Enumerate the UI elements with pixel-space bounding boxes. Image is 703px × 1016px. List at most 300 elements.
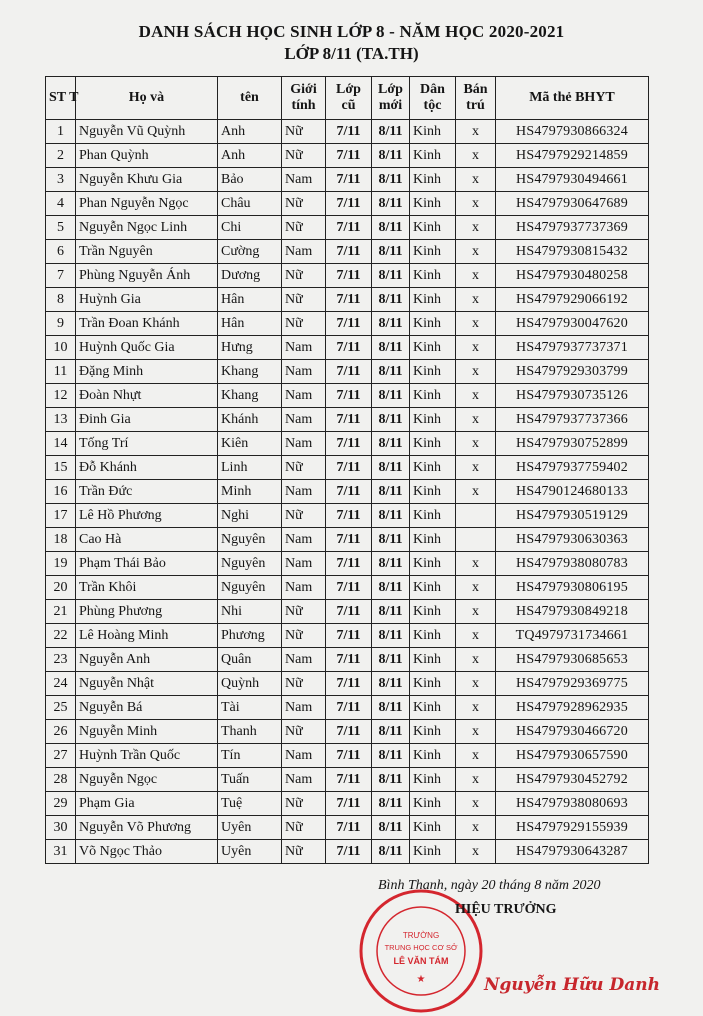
- cell-gioi-tinh: Nữ: [282, 456, 326, 480]
- table-row: [46, 360, 649, 384]
- cell-lop-moi: 8/11: [372, 528, 410, 552]
- cell-stt: 23: [46, 648, 76, 672]
- cell-lop-cu: 7/11: [326, 240, 372, 264]
- cell-dan-toc: Kinh: [410, 408, 456, 432]
- cell-gioi-tinh: Nam: [282, 336, 326, 360]
- cell-lop-cu: 7/11: [326, 528, 372, 552]
- cell-ten: Nguyên: [218, 552, 282, 576]
- cell-ban-tru: x: [456, 312, 496, 336]
- cell-lop-cu: 7/11: [326, 720, 372, 744]
- cell-ban-tru: x: [456, 576, 496, 600]
- table-row: [46, 768, 649, 792]
- cell-dan-toc: Kinh: [410, 480, 456, 504]
- date-line: Bình Thạnh, ngày 20 tháng 8 năm 2020: [378, 878, 601, 893]
- cell-lop-moi: 8/11: [372, 600, 410, 624]
- cell-dan-toc: Kinh: [410, 432, 456, 456]
- cell-ma-the-bhyt: HS4797930519129: [496, 504, 649, 528]
- cell-dan-toc: Kinh: [410, 840, 456, 864]
- cell-lop-cu: 7/11: [326, 312, 372, 336]
- cell-lop-cu: 7/11: [326, 792, 372, 816]
- cell-ban-tru: x: [456, 336, 496, 360]
- cell-gioi-tinh: Nam: [282, 432, 326, 456]
- class-subtitle: LỚP 8/11 (TA.TH): [284, 44, 419, 63]
- cell-dan-toc: Kinh: [410, 552, 456, 576]
- cell-lop-moi: 8/11: [372, 432, 410, 456]
- cell-ten: Khánh: [218, 408, 282, 432]
- cell-ma-the-bhyt: TQ4979731734661: [496, 624, 649, 648]
- stamp-star-icon: ★: [416, 974, 426, 985]
- cell-ban-tru: x: [456, 360, 496, 384]
- cell-lop-cu: 7/11: [326, 696, 372, 720]
- cell-ho-va: Nguyễn Minh: [76, 720, 218, 744]
- cell-gioi-tinh: Nam: [282, 360, 326, 384]
- cell-lop-cu: 7/11: [326, 768, 372, 792]
- cell-stt: 14: [46, 432, 76, 456]
- cell-ho-va: Đỗ Khánh: [76, 456, 218, 480]
- table-row: [46, 264, 649, 288]
- cell-gioi-tinh: Nam: [282, 552, 326, 576]
- cell-gioi-tinh: Nam: [282, 168, 326, 192]
- cell-dan-toc: Kinh: [410, 744, 456, 768]
- cell-gioi-tinh: Nữ: [282, 816, 326, 840]
- cell-ma-the-bhyt: HS4797930806195: [496, 576, 649, 600]
- cell-gioi-tinh: Nam: [282, 240, 326, 264]
- cell-dan-toc: Kinh: [410, 720, 456, 744]
- cell-ten: Uyên: [218, 840, 282, 864]
- cell-ten: Quỳnh: [218, 672, 282, 696]
- cell-ban-tru: x: [456, 192, 496, 216]
- cell-lop-moi: 8/11: [372, 408, 410, 432]
- cell-lop-cu: 7/11: [326, 480, 372, 504]
- table-row: [46, 552, 649, 576]
- table-row: [46, 312, 649, 336]
- cell-gioi-tinh: Nữ: [282, 312, 326, 336]
- cell-ma-the-bhyt: HS4797937759402: [496, 456, 649, 480]
- cell-ma-the-bhyt: HS4797930466720: [496, 720, 649, 744]
- header-ban-tru: Bán trú: [456, 77, 496, 120]
- cell-ho-va: Đoàn Nhựt: [76, 384, 218, 408]
- cell-dan-toc: Kinh: [410, 576, 456, 600]
- table-row: [46, 216, 649, 240]
- cell-gioi-tinh: Nữ: [282, 504, 326, 528]
- table-row: [46, 648, 649, 672]
- cell-ten: Chi: [218, 216, 282, 240]
- document-title: DANH SÁCH HỌC SINH LỚP 8 - NĂM HỌC 2020-2021: [138, 22, 565, 41]
- cell-stt: 9: [46, 312, 76, 336]
- cell-lop-moi: 8/11: [372, 144, 410, 168]
- cell-ma-the-bhyt: HS4797938080783: [496, 552, 649, 576]
- cell-lop-moi: 8/11: [372, 168, 410, 192]
- cell-lop-cu: 7/11: [326, 168, 372, 192]
- table-row: [46, 840, 649, 864]
- header-lop-cu: Lớp cũ: [326, 77, 372, 120]
- cell-stt: 1: [46, 120, 76, 144]
- cell-ban-tru: x: [456, 816, 496, 840]
- cell-lop-cu: 7/11: [326, 600, 372, 624]
- cell-ma-the-bhyt: HS4797930735126: [496, 384, 649, 408]
- table-row: [46, 672, 649, 696]
- cell-lop-cu: 7/11: [326, 576, 372, 600]
- cell-lop-moi: 8/11: [372, 696, 410, 720]
- cell-ban-tru: x: [456, 384, 496, 408]
- cell-ho-va: Phùng Nguyễn Ánh: [76, 264, 218, 288]
- cell-lop-moi: 8/11: [372, 360, 410, 384]
- student-table: [45, 76, 649, 864]
- cell-ten: Tuấn: [218, 768, 282, 792]
- table-row: [46, 480, 649, 504]
- cell-stt: 15: [46, 456, 76, 480]
- cell-ban-tru: x: [456, 600, 496, 624]
- cell-stt: 31: [46, 840, 76, 864]
- cell-ma-the-bhyt: HS4797929066192: [496, 288, 649, 312]
- cell-lop-cu: 7/11: [326, 840, 372, 864]
- table-row: [46, 168, 649, 192]
- cell-lop-moi: 8/11: [372, 816, 410, 840]
- cell-ban-tru: x: [456, 288, 496, 312]
- cell-lop-cu: 7/11: [326, 192, 372, 216]
- table-row: [46, 192, 649, 216]
- cell-ma-the-bhyt: HS4797930630363: [496, 528, 649, 552]
- cell-ho-va: Nguyễn Ngọc: [76, 768, 218, 792]
- cell-ho-va: Võ Ngọc Thảo: [76, 840, 218, 864]
- cell-ban-tru: x: [456, 720, 496, 744]
- cell-dan-toc: Kinh: [410, 288, 456, 312]
- cell-lop-moi: 8/11: [372, 240, 410, 264]
- cell-lop-moi: 8/11: [372, 672, 410, 696]
- cell-stt: 10: [46, 336, 76, 360]
- cell-ban-tru: x: [456, 240, 496, 264]
- cell-ho-va: Lê Hồ Phương: [76, 504, 218, 528]
- cell-gioi-tinh: Nam: [282, 408, 326, 432]
- table-row: [46, 144, 649, 168]
- cell-gioi-tinh: Nam: [282, 384, 326, 408]
- cell-ho-va: Phan Quỳnh: [76, 144, 218, 168]
- cell-stt: 11: [46, 360, 76, 384]
- cell-stt: 4: [46, 192, 76, 216]
- cell-ho-va: Đặng Minh: [76, 360, 218, 384]
- cell-stt: 28: [46, 768, 76, 792]
- cell-stt: 21: [46, 600, 76, 624]
- cell-stt: 2: [46, 144, 76, 168]
- cell-ten: Nguyên: [218, 528, 282, 552]
- cell-ban-tru: x: [456, 264, 496, 288]
- cell-ho-va: Trần Nguyên: [76, 240, 218, 264]
- cell-ho-va: Trần Đức: [76, 480, 218, 504]
- header-ten: tên: [218, 77, 282, 120]
- cell-ten: Kiên: [218, 432, 282, 456]
- cell-ma-the-bhyt: HS4797930657590: [496, 744, 649, 768]
- cell-ban-tru: x: [456, 672, 496, 696]
- cell-ma-the-bhyt: HS4797929303799: [496, 360, 649, 384]
- header-stt: ST T: [46, 77, 76, 120]
- cell-gioi-tinh: Nữ: [282, 144, 326, 168]
- cell-ban-tru: x: [456, 696, 496, 720]
- cell-dan-toc: Kinh: [410, 384, 456, 408]
- cell-ma-the-bhyt: HS4797930452792: [496, 768, 649, 792]
- cell-ho-va: Phạm Thái Bảo: [76, 552, 218, 576]
- cell-dan-toc: Kinh: [410, 600, 456, 624]
- cell-ma-the-bhyt: HS4797930643287: [496, 840, 649, 864]
- cell-stt: 25: [46, 696, 76, 720]
- stamp-mid-text: TRUNG HỌC CƠ SỞ: [384, 943, 458, 952]
- cell-lop-moi: 8/11: [372, 336, 410, 360]
- cell-ho-va: Tống Trí: [76, 432, 218, 456]
- table-body: [46, 120, 649, 864]
- cell-dan-toc: Kinh: [410, 624, 456, 648]
- cell-gioi-tinh: Nam: [282, 528, 326, 552]
- header-dan-toc: Dân tộc: [410, 77, 456, 120]
- cell-ten: Hân: [218, 312, 282, 336]
- cell-gioi-tinh: Nam: [282, 696, 326, 720]
- cell-ten: Tuệ: [218, 792, 282, 816]
- cell-dan-toc: Kinh: [410, 672, 456, 696]
- cell-gioi-tinh: Nữ: [282, 720, 326, 744]
- cell-ban-tru: x: [456, 168, 496, 192]
- table-header-row: [46, 77, 649, 120]
- cell-lop-cu: 7/11: [326, 336, 372, 360]
- cell-lop-moi: 8/11: [372, 624, 410, 648]
- cell-dan-toc: Kinh: [410, 768, 456, 792]
- cell-ban-tru: x: [456, 552, 496, 576]
- cell-ho-va: Đinh Gia: [76, 408, 218, 432]
- cell-gioi-tinh: Nữ: [282, 600, 326, 624]
- cell-ma-the-bhyt: HS4797930752899: [496, 432, 649, 456]
- cell-stt: 26: [46, 720, 76, 744]
- cell-dan-toc: Kinh: [410, 192, 456, 216]
- cell-ho-va: Nguyễn Ngọc Linh: [76, 216, 218, 240]
- cell-dan-toc: Kinh: [410, 144, 456, 168]
- cell-gioi-tinh: Nam: [282, 648, 326, 672]
- cell-lop-cu: 7/11: [326, 216, 372, 240]
- cell-lop-moi: 8/11: [372, 504, 410, 528]
- cell-ho-va: Trần Đoan Khánh: [76, 312, 218, 336]
- cell-dan-toc: Kinh: [410, 264, 456, 288]
- cell-dan-toc: Kinh: [410, 312, 456, 336]
- table-row: [46, 624, 649, 648]
- cell-ho-va: Huỳnh Trần Quốc: [76, 744, 218, 768]
- cell-ma-the-bhyt: HS4797929155939: [496, 816, 649, 840]
- cell-stt: 5: [46, 216, 76, 240]
- cell-ma-the-bhyt: HS4790124680133: [496, 480, 649, 504]
- cell-ho-va: Nguyễn Võ Phương: [76, 816, 218, 840]
- cell-lop-moi: 8/11: [372, 456, 410, 480]
- cell-gioi-tinh: Nam: [282, 480, 326, 504]
- cell-lop-moi: 8/11: [372, 480, 410, 504]
- table-row: [46, 528, 649, 552]
- cell-dan-toc: Kinh: [410, 240, 456, 264]
- cell-ma-the-bhyt: HS4797930685653: [496, 648, 649, 672]
- table-row: [46, 504, 649, 528]
- cell-gioi-tinh: Nữ: [282, 120, 326, 144]
- header-lop-moi: Lớp mới: [372, 77, 410, 120]
- table-row: [46, 816, 649, 840]
- cell-lop-moi: 8/11: [372, 744, 410, 768]
- principal-title: HIỆU TRƯỞNG: [455, 902, 557, 917]
- cell-ban-tru: x: [456, 744, 496, 768]
- cell-ma-the-bhyt: HS4797930815432: [496, 240, 649, 264]
- cell-lop-moi: 8/11: [372, 648, 410, 672]
- cell-gioi-tinh: Nữ: [282, 288, 326, 312]
- stamp-top-text: TRƯỜNG: [402, 931, 440, 940]
- cell-dan-toc: Kinh: [410, 696, 456, 720]
- cell-dan-toc: Kinh: [410, 336, 456, 360]
- cell-ten: Bảo: [218, 168, 282, 192]
- cell-ma-the-bhyt: HS4797938080693: [496, 792, 649, 816]
- table-row: [46, 432, 649, 456]
- cell-dan-toc: Kinh: [410, 816, 456, 840]
- header-ho-va: Họ và: [76, 77, 218, 120]
- cell-ban-tru: [456, 528, 496, 552]
- stamp-name-text: LÊ VĂN TÁM: [393, 956, 449, 966]
- cell-dan-toc: Kinh: [410, 456, 456, 480]
- cell-ten: Nghi: [218, 504, 282, 528]
- cell-lop-moi: 8/11: [372, 552, 410, 576]
- cell-lop-moi: 8/11: [372, 840, 410, 864]
- cell-ma-the-bhyt: HS4797937737369: [496, 216, 649, 240]
- cell-lop-moi: 8/11: [372, 384, 410, 408]
- cell-ban-tru: x: [456, 624, 496, 648]
- table-row: [46, 336, 649, 360]
- cell-ma-the-bhyt: HS4797930849218: [496, 600, 649, 624]
- cell-gioi-tinh: Nam: [282, 768, 326, 792]
- cell-ban-tru: [456, 504, 496, 528]
- cell-ma-the-bhyt: HS4797930047620: [496, 312, 649, 336]
- cell-lop-moi: 8/11: [372, 576, 410, 600]
- cell-lop-moi: 8/11: [372, 792, 410, 816]
- cell-ten: Nhi: [218, 600, 282, 624]
- cell-ten: Nguyên: [218, 576, 282, 600]
- cell-ma-the-bhyt: HS4797929214859: [496, 144, 649, 168]
- cell-ho-va: Huỳnh Gia: [76, 288, 218, 312]
- cell-dan-toc: Kinh: [410, 504, 456, 528]
- cell-ten: Tài: [218, 696, 282, 720]
- cell-ma-the-bhyt: HS4797930647689: [496, 192, 649, 216]
- cell-lop-cu: 7/11: [326, 648, 372, 672]
- cell-gioi-tinh: Nữ: [282, 672, 326, 696]
- cell-stt: 3: [46, 168, 76, 192]
- cell-ten: Tín: [218, 744, 282, 768]
- cell-ten: Quân: [218, 648, 282, 672]
- cell-ban-tru: x: [456, 144, 496, 168]
- cell-stt: 20: [46, 576, 76, 600]
- table-row: [46, 600, 649, 624]
- table-row: [46, 120, 649, 144]
- cell-ban-tru: x: [456, 480, 496, 504]
- cell-lop-cu: 7/11: [326, 552, 372, 576]
- principal-signature: Nguyễn Hữu Danh: [484, 975, 660, 995]
- cell-stt: 18: [46, 528, 76, 552]
- cell-dan-toc: Kinh: [410, 120, 456, 144]
- table-row: [46, 744, 649, 768]
- cell-lop-cu: 7/11: [326, 816, 372, 840]
- cell-stt: 7: [46, 264, 76, 288]
- cell-stt: 13: [46, 408, 76, 432]
- cell-lop-cu: 7/11: [326, 288, 372, 312]
- cell-stt: 30: [46, 816, 76, 840]
- header-ma-the-bhyt: Mã thẻ BHYT: [496, 77, 649, 120]
- cell-ban-tru: x: [456, 768, 496, 792]
- cell-dan-toc: Kinh: [410, 360, 456, 384]
- cell-ho-va: Nguyễn Khưu Gia: [76, 168, 218, 192]
- cell-dan-toc: Kinh: [410, 648, 456, 672]
- cell-gioi-tinh: Nam: [282, 576, 326, 600]
- table-row: [46, 456, 649, 480]
- cell-lop-moi: 8/11: [372, 216, 410, 240]
- cell-lop-cu: 7/11: [326, 456, 372, 480]
- cell-ban-tru: x: [456, 792, 496, 816]
- cell-stt: 29: [46, 792, 76, 816]
- cell-ma-the-bhyt: HS4797937737371: [496, 336, 649, 360]
- header-gioi-tinh: Giới tính: [282, 77, 326, 120]
- cell-stt: 16: [46, 480, 76, 504]
- cell-dan-toc: Kinh: [410, 792, 456, 816]
- cell-ho-va: Nguyễn Vũ Quỳnh: [76, 120, 218, 144]
- cell-ho-va: Nguyễn Anh: [76, 648, 218, 672]
- cell-dan-toc: Kinh: [410, 168, 456, 192]
- cell-stt: 22: [46, 624, 76, 648]
- cell-ma-the-bhyt: HS4797929369775: [496, 672, 649, 696]
- cell-ho-va: Phùng Phương: [76, 600, 218, 624]
- cell-ten: Cường: [218, 240, 282, 264]
- table-row: [46, 792, 649, 816]
- cell-lop-cu: 7/11: [326, 264, 372, 288]
- cell-ten: Minh: [218, 480, 282, 504]
- cell-gioi-tinh: Nữ: [282, 792, 326, 816]
- cell-ten: Khang: [218, 360, 282, 384]
- cell-ban-tru: x: [456, 408, 496, 432]
- cell-ma-the-bhyt: HS4797937737366: [496, 408, 649, 432]
- cell-ten: Dương: [218, 264, 282, 288]
- cell-ten: Hưng: [218, 336, 282, 360]
- cell-stt: 19: [46, 552, 76, 576]
- cell-lop-cu: 7/11: [326, 432, 372, 456]
- cell-ho-va: Phạm Gia: [76, 792, 218, 816]
- cell-dan-toc: Kinh: [410, 528, 456, 552]
- cell-ten: Anh: [218, 144, 282, 168]
- cell-ten: Uyên: [218, 816, 282, 840]
- cell-gioi-tinh: Nữ: [282, 216, 326, 240]
- cell-gioi-tinh: Nữ: [282, 840, 326, 864]
- cell-ho-va: Cao Hà: [76, 528, 218, 552]
- cell-stt: 6: [46, 240, 76, 264]
- cell-stt: 8: [46, 288, 76, 312]
- cell-ban-tru: x: [456, 456, 496, 480]
- table-row: [46, 576, 649, 600]
- cell-stt: 17: [46, 504, 76, 528]
- cell-lop-moi: 8/11: [372, 120, 410, 144]
- cell-gioi-tinh: Nữ: [282, 264, 326, 288]
- cell-ho-va: Huỳnh Quốc Gia: [76, 336, 218, 360]
- cell-ban-tru: x: [456, 120, 496, 144]
- cell-ten: Anh: [218, 120, 282, 144]
- cell-lop-cu: 7/11: [326, 744, 372, 768]
- cell-lop-cu: 7/11: [326, 144, 372, 168]
- cell-lop-moi: 8/11: [372, 768, 410, 792]
- cell-gioi-tinh: Nữ: [282, 624, 326, 648]
- table-row: [46, 240, 649, 264]
- cell-ban-tru: x: [456, 648, 496, 672]
- table-row: [46, 408, 649, 432]
- cell-lop-cu: 7/11: [326, 384, 372, 408]
- cell-ten: Khang: [218, 384, 282, 408]
- cell-ho-va: Phan Nguyễn Ngọc: [76, 192, 218, 216]
- cell-lop-moi: 8/11: [372, 264, 410, 288]
- cell-ten: Thanh: [218, 720, 282, 744]
- cell-ma-the-bhyt: HS4797930480258: [496, 264, 649, 288]
- cell-stt: 12: [46, 384, 76, 408]
- cell-lop-cu: 7/11: [326, 360, 372, 384]
- cell-stt: 24: [46, 672, 76, 696]
